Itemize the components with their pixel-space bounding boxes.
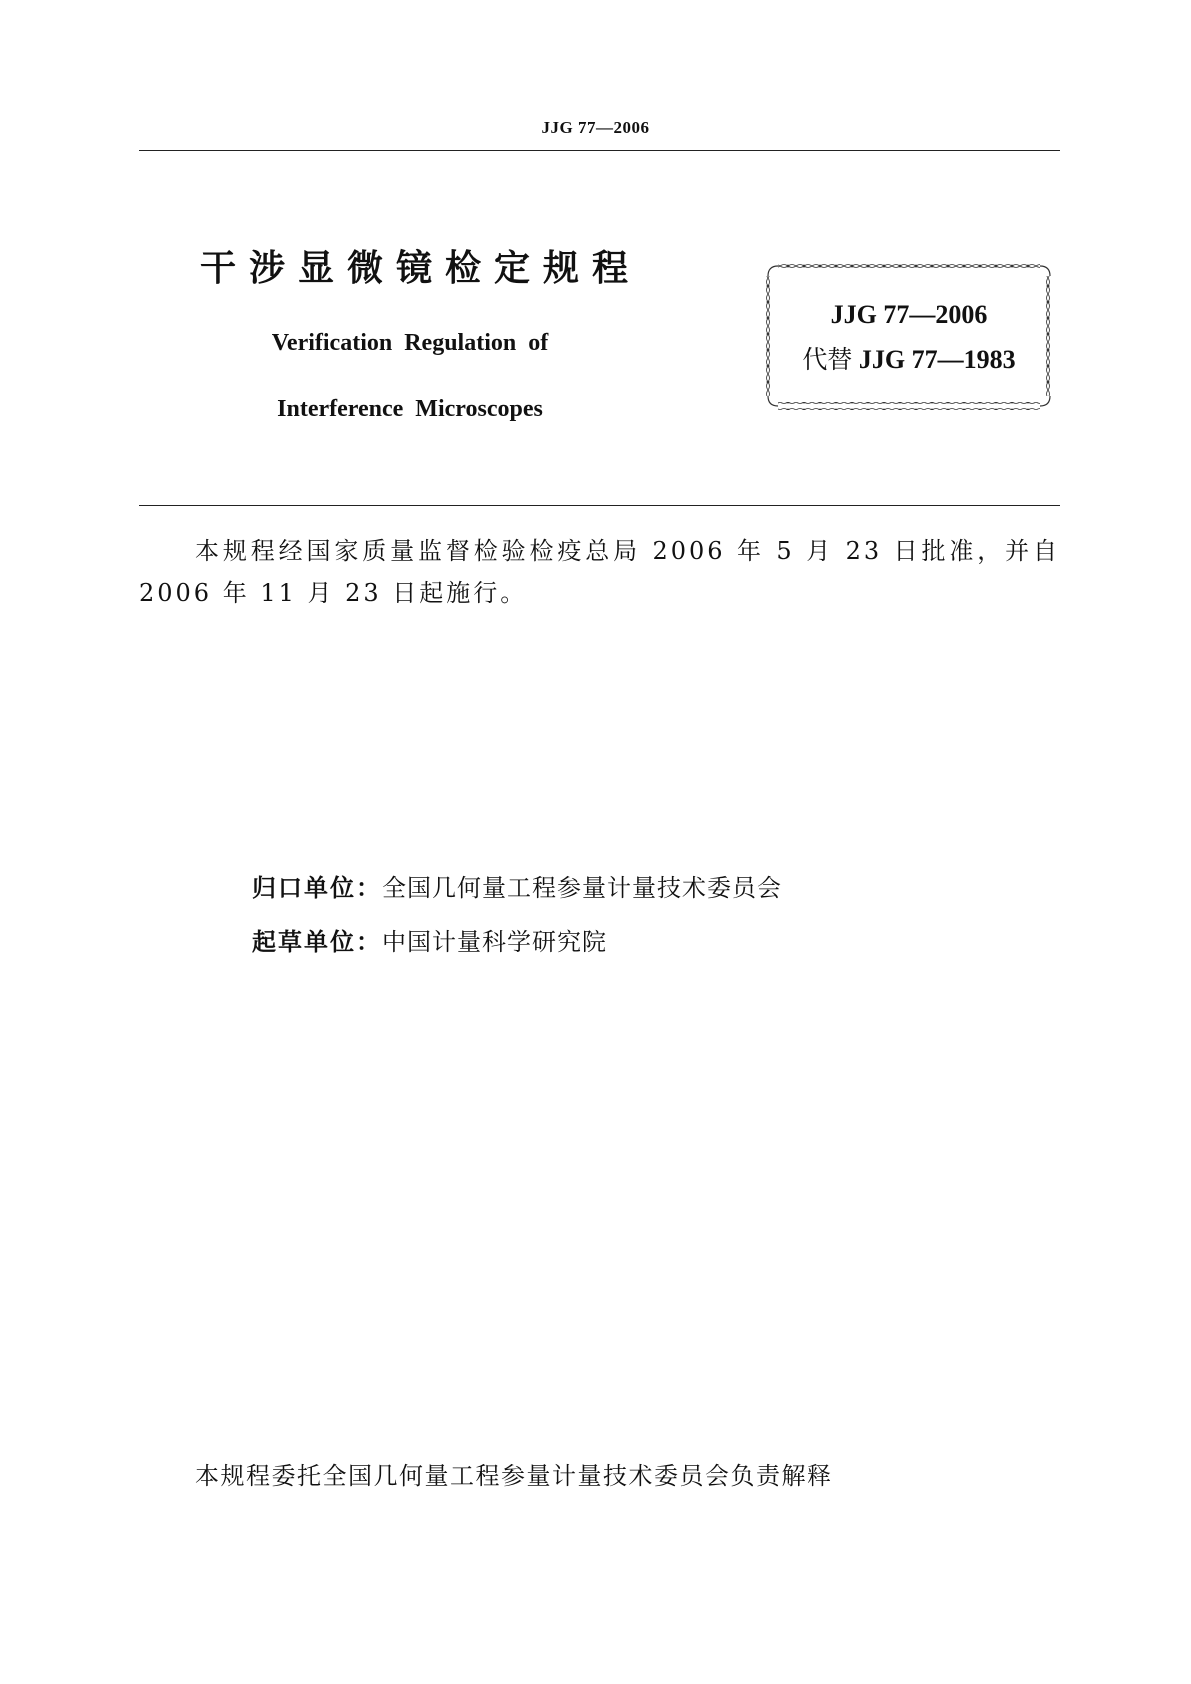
replaces-prefix: 代替 [802,345,853,374]
interpretation-note: 本规程委托全国几何量工程参量计量技术委员会负责解释 [195,1462,833,1490]
decorative-border [764,262,1054,410]
running-header-code: JJG 77—2006 [541,118,650,137]
drafting-unit-label: 起草单位： [252,928,382,956]
top-divider [139,150,1060,151]
standard-code: JJG 77—2006 [830,300,988,329]
drafting-unit-row [252,922,607,957]
title-chinese: 干涉显微镜检定规程 [200,248,642,289]
standard-code-box [764,262,1054,410]
approval-statement: 本规程经国家质量监督检验检疫总局 2006 年 5 月 23 日批准，并自 2006 年 11 月 23 日起施行。 [139,537,1060,607]
responsible-unit-label: 归口单位： [252,874,382,902]
title-english-line1: Verification Regulation of [271,330,549,356]
middle-divider [139,505,1060,506]
responsible-unit-row [252,868,782,903]
responsible-unit-value: 全国几何量工程参量计量技术委员会 [382,874,782,902]
title-english-line2: Interference Microscopes [277,396,543,422]
replaced-standard-code: JJG 77—1983 [858,345,1016,374]
drafting-unit-value: 中国计量科学研究院 [382,928,607,956]
replaces-line [764,340,1054,376]
